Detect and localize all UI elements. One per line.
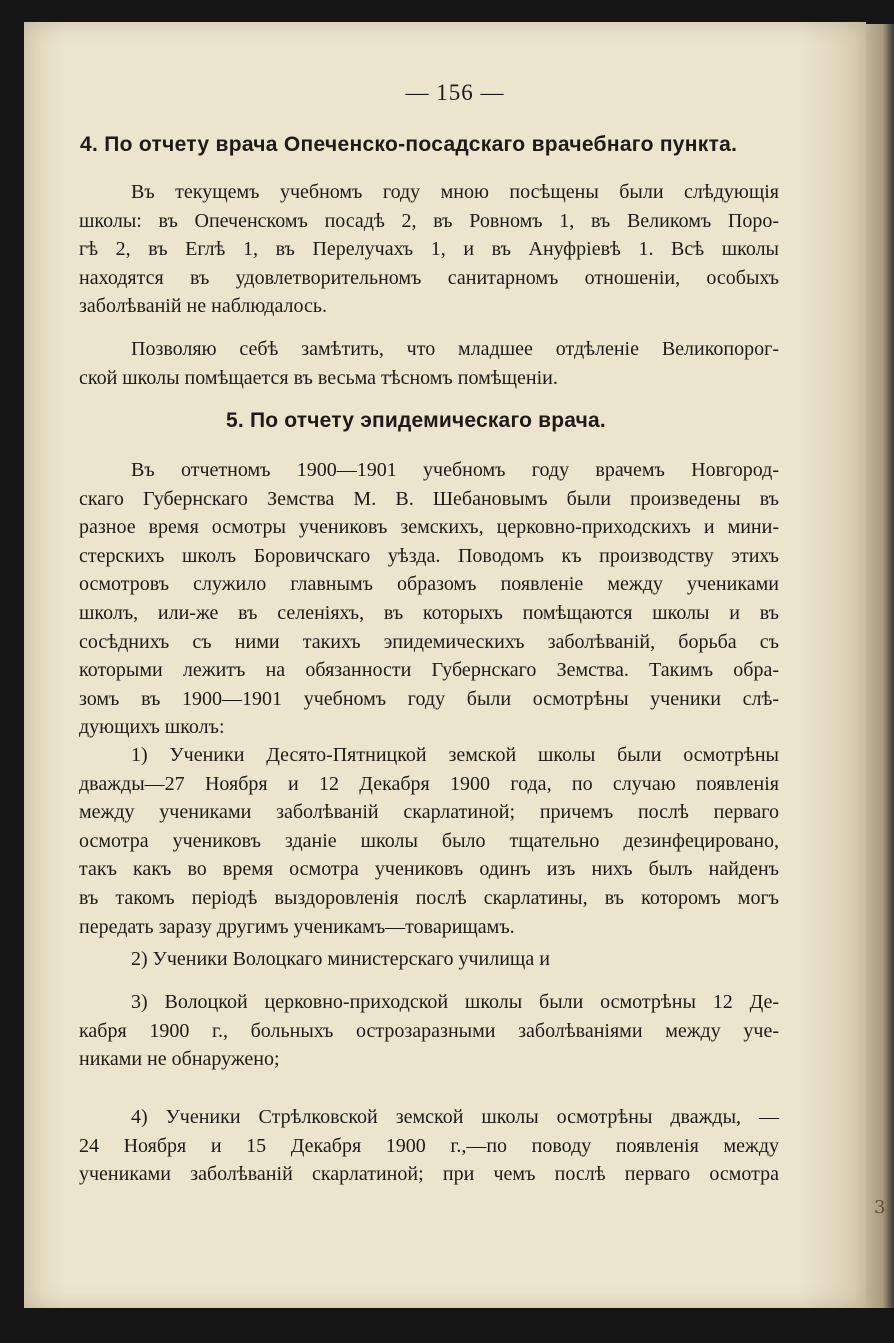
text-line: Въ текущемъ учебномъ году мною посѣщены были слѣдующія: [131, 181, 779, 203]
text-line: Позволяю себѣ замѣтить, что младшее отдѣленіе Великопорог-: [131, 338, 779, 360]
text-line: дважды—27 Ноября и 12 Декабря 1900 года, по случаю появленія: [79, 772, 779, 795]
list-item-2: [79, 945, 779, 974]
text-line: которыми лежитъ на обязанности Губернскаго Земства. Такимъ обра-: [79, 659, 779, 682]
page-number: — 156 —: [405, 80, 505, 105]
section-4-heading: 4. По отчету врача Опеченско-посадскаго врачебнаго пункта.: [80, 133, 738, 156]
text-line: школы: въ Опеченскомъ посадѣ 2, въ Ровномъ 1, въ Великомъ Поро-: [79, 209, 779, 232]
text-line: сосѣднихъ съ ними такихъ эпидемическихъ заболѣваній, борьба съ: [79, 630, 779, 653]
section-5-heading: 5. По отчету эпидемическаго врача.: [226, 409, 606, 432]
text-line: осмотра учениковъ зданіе школы было тщательно дезинфецировано,: [79, 829, 779, 852]
text-line: 24 Ноября и 15 Декабря 1900 г.,—по поводу появленія между: [79, 1134, 779, 1157]
list-item-3: [79, 988, 779, 1074]
text-line: зомъ въ 1900—1901 учебномъ году были осмотрѣны ученики слѣ-: [79, 687, 779, 710]
text-line: учениками заболѣваній скарлатиной; при чемъ послѣ перваго осмотра: [79, 1163, 779, 1186]
list-item-4: [79, 1103, 779, 1189]
text-line: школъ, или-же въ селеніяхъ, въ которыхъ помѣщаются школы и въ: [79, 601, 779, 624]
text-line: скаго Губернскаго Земства М. В. Шебановымъ были произведены въ: [79, 487, 779, 510]
next-page-edge: [866, 24, 894, 1308]
section-4-paragraph-2: [79, 335, 779, 392]
text-line: 3) Волоцкой церковно-приходской школы были осмотрѣны 12 Де-: [131, 991, 779, 1013]
edge-page-fragment: 3: [874, 1197, 886, 1218]
text-line: кабря 1900 г., больныхъ острозаразными заболѣваніями между уче-: [79, 1019, 779, 1042]
text-line: въ такомъ періодѣ выздоровленія послѣ скарлатины, въ которомъ могъ: [79, 886, 779, 909]
text-line: осмотровъ служило главнымъ образомъ появленіе между учениками: [79, 573, 779, 596]
text-line: ской школы помѣщается въ весьма тѣсномъ помѣщеніи.: [79, 366, 558, 389]
text-line: находятся въ удовлетворительномъ санитарномъ отношеніи, особыхъ: [79, 266, 779, 289]
section-5-paragraph-1: [79, 456, 779, 742]
text-line: Въ отчетномъ 1900—1901 учебномъ году врачемъ Новгород-: [131, 459, 779, 481]
text-line: 4) Ученики Стрѣлковской земской школы осмотрѣны дважды, —: [131, 1106, 779, 1128]
text-line: разное время осмотры учениковъ земскихъ, церковно-приходскихъ и мини-: [79, 516, 779, 539]
section-4-paragraph-1: [79, 178, 779, 321]
text-line: стерскихъ школъ Боровичскаго уѣзда. Поводомъ къ производству этихъ: [79, 544, 779, 567]
text-line: передать заразу другимъ ученикамъ—товарищамъ.: [79, 915, 515, 938]
text-line: заболѣваній не наблюдалось.: [79, 295, 327, 318]
text-line: 2) Ученики Волоцкаго министерскаго училища и: [131, 948, 550, 970]
text-line: такъ какъ во время осмотра учениковъ одинъ изъ нихъ былъ найденъ: [79, 858, 779, 881]
text-line: никами не обнаружено;: [79, 1048, 280, 1071]
text-line: дующихъ школъ:: [79, 716, 225, 739]
text-line: гѣ 2, въ Еглѣ 1, въ Перелучахъ 1, и въ Ануфріевѣ 1. Всѣ школы: [79, 238, 779, 261]
list-item-1: [79, 741, 779, 941]
text-line: между учениками заболѣваній скарлатиной; причемъ послѣ перваго: [79, 801, 779, 824]
text-line: 1) Ученики Десято-Пятницкой земской школы были осмотрѣны: [131, 744, 779, 766]
